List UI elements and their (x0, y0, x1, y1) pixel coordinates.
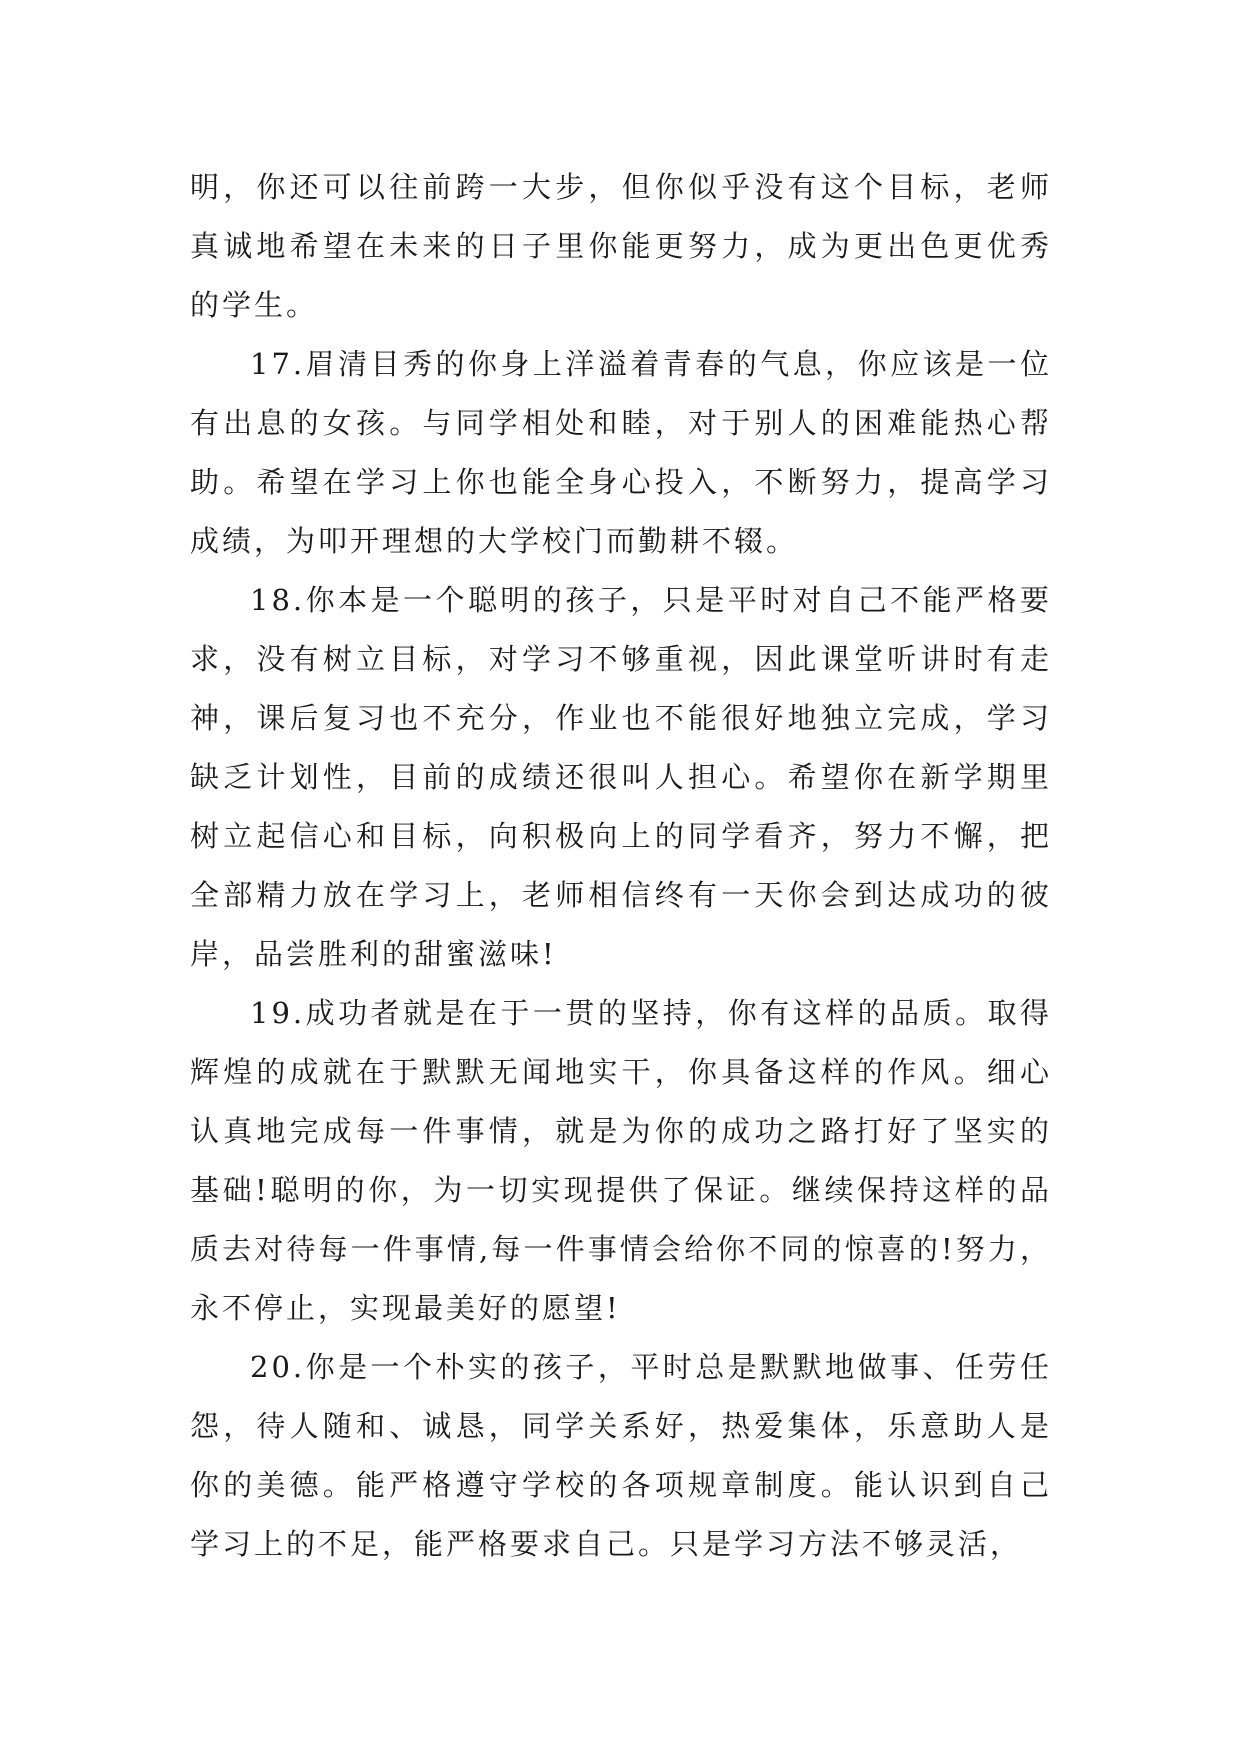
paragraph-20: 20.你是一个朴实的孩子，平时总是默默地做事、任劳任怨，待人随和、诚恳，同学关系好，热爱集体，乐意助人是你的美德。能严格遵守学校的各项规章制度。能认识到自己学习上的不足，能严格要求自己。只是学习方法不够灵活， (190, 1350, 1052, 1561)
paragraph-19: 19.成功者就是在于一贯的坚持，你有这样的品质。取得辉煌的成就在于默默无闻地实干，你具备这样的作风。细心认真地完成每一件事情，就是为你的成功之路打好了坚实的基础!聪明的你，为一切实现提供了保证。继续保持这样的品质去对待每一件事情,每一件事情会给你不同的惊喜的!努力，永不停止，实现最美好的愿望! (190, 996, 1052, 1325)
paragraph-18: 18.你本是一个聪明的孩子，只是平时对自己不能严格要求，没有树立目标，对学习不够重视，因此课堂听讲时有走神，课后复习也不充分，作业也不能很好地独立完成，学习缺乏计划性，目前的成绩还很叫人担心。希望你在新学期里树立起信心和目标，向积极向上的同学看齐，努力不懈，把全部精力放在学习上，老师相信终有一天你会到达成功的彼岸，品尝胜利的甜蜜滋味! (190, 583, 1052, 971)
paragraph-16-continuation: 明，你还可以往前跨一大步，但你似乎没有这个目标，老师真诚地希望在未来的日子里你能更努力，成为更出色更优秀的学生。 (190, 170, 1052, 322)
paragraph-17: 17.眉清目秀的你身上洋溢着青春的气息，你应该是一位有出息的女孩。与同学相处和睦，对于别人的困难能热心帮助。希望在学习上你也能全身心投入，不断努力，提高学习成绩，为叩开理想的大学校门而勤耕不辍。 (190, 347, 1052, 558)
document-body (190, 158, 1052, 1574)
